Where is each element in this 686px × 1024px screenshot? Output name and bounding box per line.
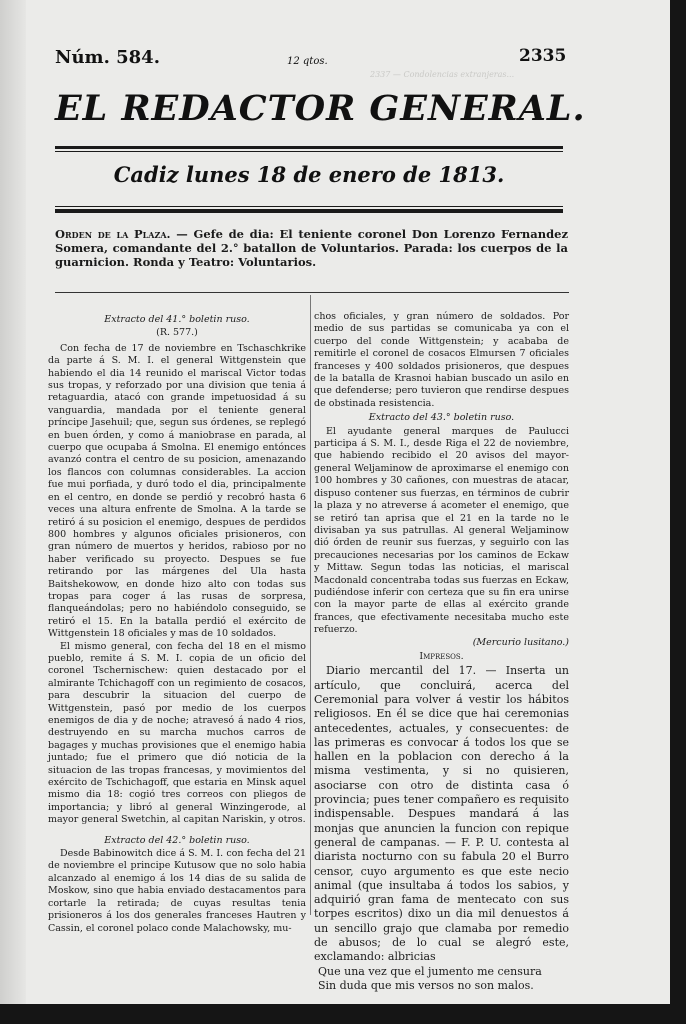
date-rule-thin [55,206,563,207]
left-column [48,312,306,935]
bleed-through-text: 2337 — Condolencias extranjeras... [370,70,515,79]
right-column [314,311,569,993]
extract-43-heading: Extracto del 43.° boletin ruso. [368,412,515,424]
order-of-the-day [55,227,568,269]
article-paragraph: El mismo general, con fecha del 18 en el mismo pueblo, remite á S. M. I. copia de un oficio del coronel Tschernischew: quien destacado por el almirante Tchichagoff con un regimiento de cosacos, para descubrir la situacion del cuerpo de Wittgenstein, pasó por medio de los cuerpos enemigos de dia y de noche; atravesó á nado 4 rios, destruyendo en su marcha muchos carros de bagages y muchas provisiones que el enemigo habia juntado; fue el primero que dió noticia de la situacion de las tropas francesas, y movimientos del exército de Tschichagoff, que estaria en Minsk aquel mismo dia 18: cogió tres correos con pliegos de importancia; y libró al general Winzingerode, al mayor general Swetchin, al capitan Nariskin, y otros. [48,640,306,826]
newspaper-title: EL REDACTOR GENERAL. [55,88,586,129]
continuation-paragraph: chos oficiales, y gran número de soldados. Por medio de sus partidas se comunicaba ya con el cuerpo del conde Wittgenstein; y acababa de remitirle el coronel de cosacos Elmursen 7 oficiales franceses y 400 soldados prisioneros, que despues de la batalla de Krasnoi habian buscado un asilo en que defenderse; pero tuvieron que rendirse despues de obstinada resistencia. [314,311,569,409]
issue-price: 12 qtos. [287,56,328,67]
page-gutter [0,0,26,1004]
verse-line: Que una vez que el jumento me censura [318,964,542,978]
title-rule-thin [55,151,563,152]
article-paragraph: Desde Babinowitch dice á S. M. I. con fecha del 21 de noviembre el principe Kutusow que no solo habia alcanzado al enemigo á los 14 dias de su salida de Moskow, sino que habia enviado destacamentos para cortarle la retirada; de cuyas resultas tenia prisioneros á los dos generales franceses Hautren y Cassin, el coronel polaco conde Malachowsky, mu- [48,848,306,934]
verse-line: Sin duda que mis versos no son malos. [318,978,534,992]
article-paragraph: El ayudante general marques de Paulucci participa á S. M. I., desde Riga el 22 de noviembre, que habiendo recibido el 20 avisos del mayor-general Weljaminow de aproximarse el enemigo con 100 hombres y 30 cañones, con muestras de atacar, dispuso contener sus fuerzas, en términos de cubrir la plaza y no atreverse á acometer el enemigo, que se retiró tan aprisa que el 21 en la tarde no le divisaban ya sus patrullas. Al general Weljaminow dió órden de reunir sus fuerzas, y seguirlo con las precauciones necesarias por los caminos de Eckaw y Mittaw. Segun todas las noticias, el mariscal Macdonald concentraba todas sus fuerzas en Eckaw, pudiéndose inferir con certeza que su fin era unirse con la mayor parte de ellas al exército grande frances, que efectivamente necesitaba mucho este refuerzo. [314,425,569,636]
extract-41-source: (R. 577.) [156,327,198,339]
dateline: Cadiz lunes 18 de enero de 1813. [113,162,505,187]
date-rule-thick [55,209,563,213]
article-paragraph: Con fecha de 17 de noviembre en Tschaschkrike da parte á S. M. I. el general Wittgenstein que habiendo el dia 14 reunido el mariscal Victor todas sus tropas, y reforzado por una division que tenia á retaguardia, atacó con grande impetuosidad á su vanguardia, mandada por el teniente general príncipe Jasehuil; que, segun sus órdenes, se replegó en buen órden, y como á maniobrase en parada, al cuerpo que ocupaba á Smolna. El enemigo entónces avanzó contra el centro de su posicion, amenazando los flancos con columnas considerables. La accion fue mui porfiada, y duró todo el dia, principalmente en el centro, en donde se perdió y recobró hasta 6 veces una altura enfrente de Smolna. A la tarde se retiró á su posicion el enemigo, despues de perdidos 800 hombres y algunos oficiales prisioneros, con gran número de muertos y heridos, rabioso por no haber verificado su proyecto. Despues se fue retirando por las márgenes del Ula hasta Baitshekowow, en donde hizo alto con todas sus tropas para coger á las rusas de sorpresa, flanqueándolas; pero no habiéndolo conseguido, se retiró el 15. En la batalla perdió el exército de Wittgenstein 18 oficiales y mas de 10 soldados. [48,342,306,640]
issue-number: Núm. 584. [55,47,160,68]
press-heading: Impresos. [419,650,464,662]
title-rule-thick [55,146,563,149]
order-lead: Orden de la Plaza. [55,227,171,241]
page-number: 2335 [519,46,567,66]
press-paragraph: Diario mercantil del 17. — Inserta un artículo, que concluirá, acerca del Ceremonial para volver á vestir los hábitos religiosos. En él se dice que hai ceremonias antecedentes, actuales, y consecuentes: de las primeras es convocar á todos los que se hallen en la poblacion con derecho á la misma vestimenta, y si no quisieren, asociarse con otro de distinta casa ó provincia; pues tener compañero es requisito indispensable. Despues mandará á las monjas que anuncien la funcion con repique general de campanas. — F. P. U. contesta al diarista nocturno con su fabula 20 el Burro censor, cuyo argumento es que este necio animal (que insultaba á todos los sabios, y adquirió gran fama de mentecato con sus torpes escritos) dixo un dia mil denuestos á un sencillo grajo que clamaba por remedio de abusos; de lo cual se alegró este, exclamando: albricias [314,664,569,964]
order-text: — Gefe de dia: El teniente coronel Don Lorenzo Fernandez Somera, comandante del 2.° batallon de Voluntarios. Parada: los cuerpos de la guarnicion. Ronda y Teatro: Voluntarios. [55,227,568,269]
press-section [314,664,569,993]
section-rule [55,292,569,293]
extract-41-heading: Extracto del 41.° boletin ruso. [104,314,250,325]
extract-43-attribution: (Mercurio lusitano.) [472,636,569,648]
extract-42-heading: Extracto del 42.° boletin ruso. [104,834,250,846]
column-divider [310,295,311,915]
